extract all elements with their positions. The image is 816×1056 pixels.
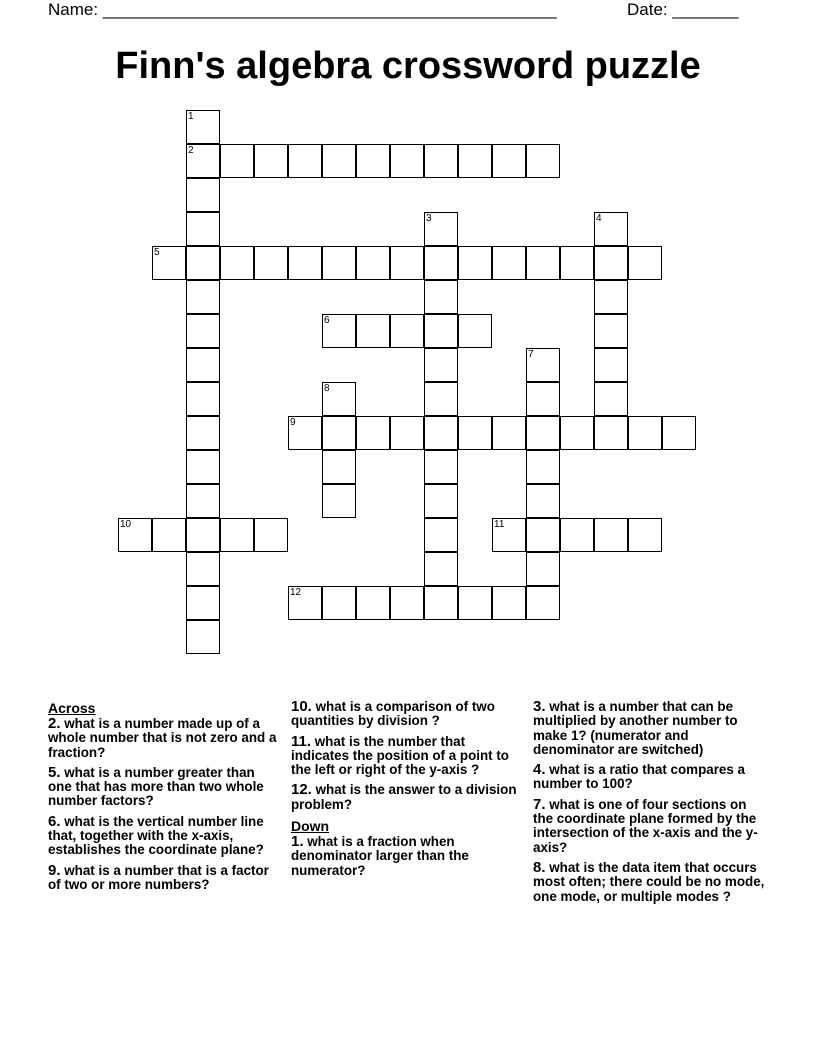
grid-cell[interactable]	[424, 450, 458, 484]
grid-cell[interactable]	[356, 416, 390, 450]
clue-across-5: 5. what is a number greater than one that has more than two whole number factors?	[48, 763, 264, 809]
grid-cell[interactable]	[152, 518, 186, 552]
grid-cell[interactable]	[594, 246, 628, 280]
grid-cell[interactable]	[424, 348, 458, 382]
grid-cell[interactable]	[186, 620, 220, 654]
clue-down-8: 8. what is the data item that occurs most often; there could be no mode, one mode, or multiple modes ?	[533, 858, 765, 904]
grid-cell[interactable]	[526, 416, 560, 450]
grid-cell[interactable]	[186, 484, 220, 518]
cell-number: 12	[290, 587, 302, 598]
grid-cell[interactable]	[458, 314, 492, 348]
clue-across-11: 11. what is the number that indicates the position of a point to the left or right of the y-axis ?	[291, 732, 509, 778]
grid-cell[interactable]	[186, 212, 220, 246]
grid-cell[interactable]	[356, 586, 390, 620]
grid-cell[interactable]	[424, 280, 458, 314]
grid-cell[interactable]	[492, 144, 526, 178]
grid-cell[interactable]	[390, 246, 424, 280]
grid-cell[interactable]	[322, 382, 356, 416]
grid-cell[interactable]	[560, 416, 594, 450]
grid-cell[interactable]	[186, 144, 220, 178]
grid-cell[interactable]	[424, 144, 458, 178]
grid-cell[interactable]	[594, 382, 628, 416]
grid-cell[interactable]	[594, 518, 628, 552]
grid-cell[interactable]	[594, 416, 628, 450]
grid-cell[interactable]	[390, 586, 424, 620]
down-heading: Down	[291, 818, 330, 835]
grid-cell[interactable]	[628, 416, 662, 450]
grid-cell[interactable]	[220, 246, 254, 280]
grid-cell[interactable]	[186, 348, 220, 382]
grid-cell[interactable]	[458, 586, 492, 620]
cell-number: 2	[188, 145, 194, 156]
grid-cell[interactable]	[628, 518, 662, 552]
grid-cell[interactable]	[492, 416, 526, 450]
name-field-label: Name: ________________________________________________	[48, 0, 557, 19]
grid-cell[interactable]	[152, 246, 186, 280]
grid-cell[interactable]	[458, 144, 492, 178]
cell-number: 5	[154, 247, 160, 258]
cell-number: 3	[426, 213, 432, 224]
grid-cell[interactable]	[288, 246, 322, 280]
grid-cell[interactable]	[254, 144, 288, 178]
clues-column-1	[48, 700, 280, 898]
grid-cell[interactable]	[186, 110, 220, 144]
grid-cell[interactable]	[186, 450, 220, 484]
grid-cell[interactable]	[492, 586, 526, 620]
grid-cell[interactable]	[390, 416, 424, 450]
date-field-label: Date: _______	[627, 0, 739, 19]
clues-column-2	[291, 700, 519, 884]
clue-down-1: 1. what is a fraction when denominator larger than the numerator?	[291, 833, 469, 878]
grid-cell[interactable]	[424, 552, 458, 586]
grid-cell[interactable]	[322, 314, 356, 348]
grid-cell[interactable]	[288, 416, 322, 450]
grid-cell[interactable]	[322, 484, 356, 518]
puzzle-title: Finn's algebra crossword puzzle	[115, 45, 701, 87]
across-heading: Across	[48, 700, 96, 716]
grid-cell[interactable]	[186, 314, 220, 348]
grid-cell[interactable]	[424, 382, 458, 416]
grid-cell[interactable]	[594, 314, 628, 348]
grid-cell[interactable]	[628, 246, 662, 280]
cell-number: 8	[324, 383, 330, 394]
clue-across-12: 12. what is the answer to a division problem?	[291, 781, 517, 812]
grid-cell[interactable]	[118, 518, 152, 552]
grid-cell[interactable]	[186, 552, 220, 586]
grid-cell[interactable]	[458, 416, 492, 450]
grid-cell[interactable]	[424, 314, 458, 348]
grid-cell[interactable]	[390, 314, 424, 348]
clue-down-3: 3. what is a number that can be multiplied by another number to make 1? (numerator and denominator are switched)	[533, 698, 738, 757]
grid-cell[interactable]	[492, 518, 526, 552]
grid-cell[interactable]	[220, 144, 254, 178]
cell-number: 9	[290, 417, 296, 428]
grid-cell[interactable]	[322, 450, 356, 484]
grid-cell[interactable]	[526, 484, 560, 518]
grid-cell[interactable]	[458, 246, 492, 280]
grid-cell[interactable]	[254, 246, 288, 280]
grid-cell[interactable]	[356, 314, 390, 348]
grid-cell[interactable]	[322, 246, 356, 280]
grid-cell[interactable]	[288, 586, 322, 620]
grid-cell[interactable]	[526, 246, 560, 280]
clue-down-7: 7. what is one of four sections on the coordinate plane formed by the intersection of the x-axis and the y-axis?	[533, 795, 758, 855]
clue-across-9: 9. what is a number that is a factor of two or more numbers?	[48, 861, 269, 892]
grid-cell[interactable]	[186, 280, 220, 314]
clue-across-2: 2. what is a number made up of a whole number that is not zero and a fraction?	[48, 715, 277, 760]
cell-number: 11	[494, 519, 505, 530]
grid-cell[interactable]	[220, 518, 254, 552]
grid-cell[interactable]	[390, 144, 424, 178]
grid-cell[interactable]	[186, 416, 220, 450]
grid-cell[interactable]	[662, 416, 696, 450]
grid-cell[interactable]	[186, 586, 220, 620]
clues-column-3	[533, 700, 765, 910]
grid-cell[interactable]	[186, 382, 220, 416]
grid-cell[interactable]	[492, 246, 526, 280]
grid-cell[interactable]	[424, 212, 458, 246]
grid-cell[interactable]	[356, 246, 390, 280]
clue-across-10: 10. what is a comparison of two quantities by division ?	[291, 698, 495, 729]
grid-cell[interactable]	[322, 416, 356, 450]
grid-cell[interactable]	[526, 518, 560, 552]
grid-cell[interactable]	[526, 382, 560, 416]
grid-cell[interactable]	[424, 518, 458, 552]
grid-cell[interactable]	[526, 348, 560, 382]
grid-cell[interactable]	[424, 416, 458, 450]
grid-cell[interactable]	[424, 586, 458, 620]
cell-number: 10	[120, 519, 132, 530]
grid-cell[interactable]	[560, 246, 594, 280]
cell-number: 4	[596, 213, 602, 224]
grid-cell[interactable]	[594, 212, 628, 246]
grid-cell[interactable]	[526, 144, 560, 178]
grid-cell[interactable]	[526, 450, 560, 484]
grid-cell[interactable]	[186, 246, 220, 280]
grid-cell[interactable]	[424, 484, 458, 518]
grid-cell[interactable]	[424, 246, 458, 280]
grid-cell[interactable]	[526, 586, 560, 620]
grid-cell[interactable]	[594, 280, 628, 314]
grid-cell[interactable]	[322, 144, 356, 178]
clue-across-6: 6. what is the vertical number line that, together with the x-axis, establishes the coordinate plane?	[48, 812, 264, 858]
grid-cell[interactable]	[594, 348, 628, 382]
grid-cell[interactable]	[356, 144, 390, 178]
grid-cell[interactable]	[288, 144, 322, 178]
cell-number: 6	[324, 315, 330, 326]
clue-down-4: 4. what is a ratio that compares a number to 100?	[533, 761, 745, 792]
grid-cell[interactable]	[186, 518, 220, 552]
cell-number: 1	[188, 111, 194, 122]
grid-cell[interactable]	[254, 518, 288, 552]
grid-cell[interactable]	[526, 552, 560, 586]
cell-number: 7	[528, 349, 534, 360]
grid-cell[interactable]	[560, 518, 594, 552]
grid-cell[interactable]	[186, 178, 220, 212]
grid-cell[interactable]	[322, 586, 356, 620]
